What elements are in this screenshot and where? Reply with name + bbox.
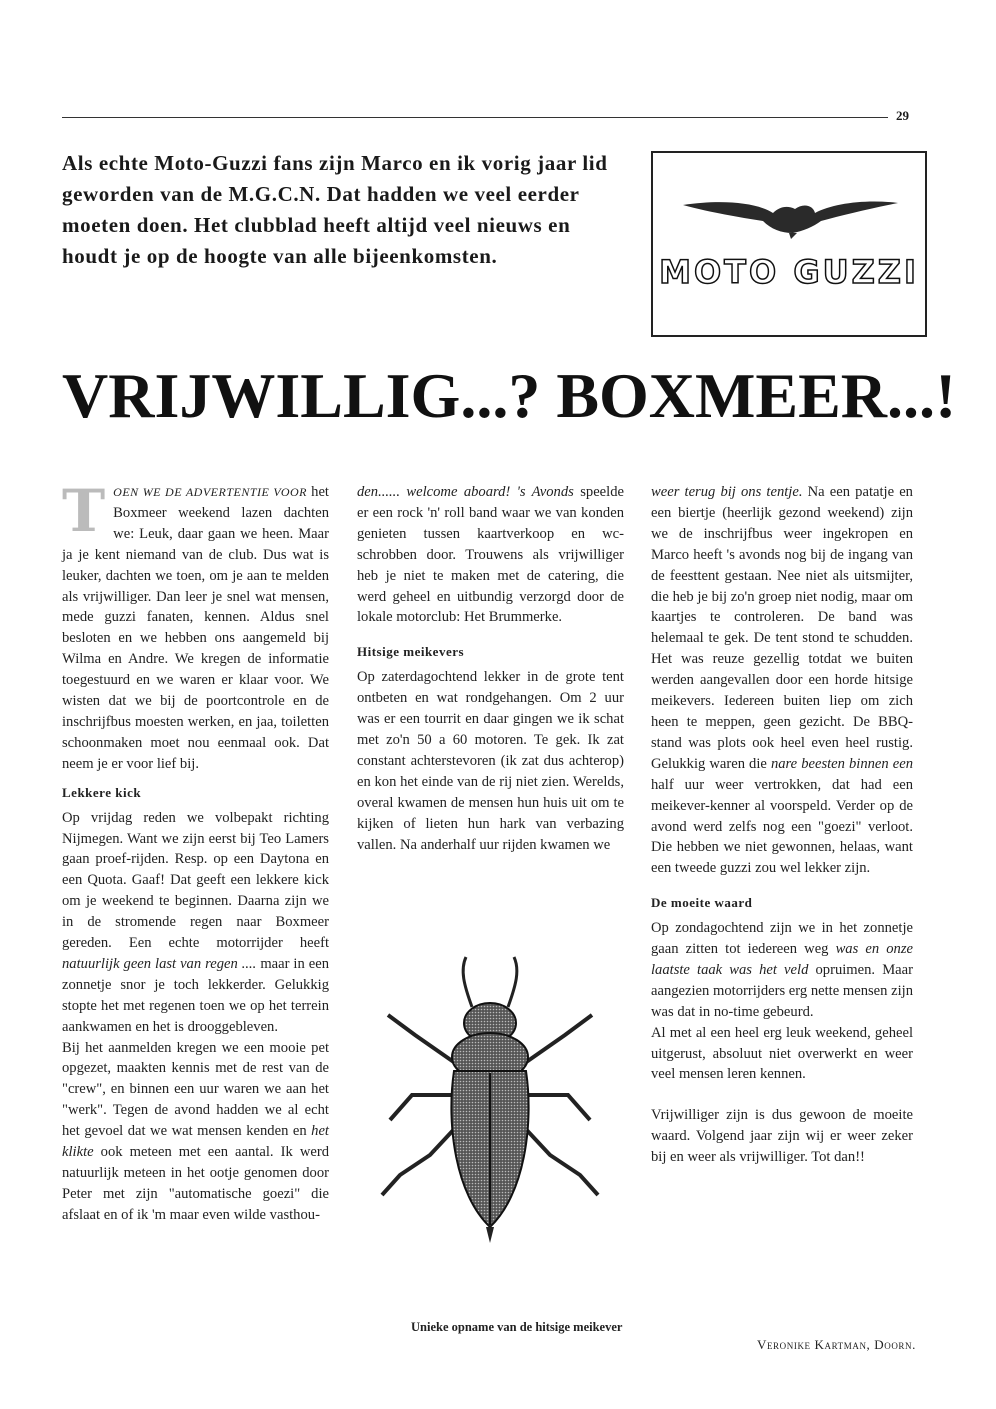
moto-guzzi-logo — [651, 151, 927, 337]
italic-span: was en onze laatste taak was het veld — [651, 941, 913, 978]
col1-paragraph-2 — [62, 808, 329, 1038]
image-caption: Unieke opname van de hitsige meikever — [411, 1320, 623, 1334]
beetle-illustration — [360, 945, 620, 1255]
intro-paragraph: Als echte Moto-Guzzi fans zijn Marco en ik vorig jaar lid geworden van de M.G.C.N. Dat hadden we veel eerder moeten doen. Het clubblad heeft altijd veel nieuws en houdt je op de hoogte van alle bijeenkomsten. — [62, 151, 608, 268]
subheading-de-moeite-waard: De moeite waard — [651, 895, 753, 911]
italic-span: het klikte — [62, 1123, 329, 1161]
col1-paragraph-1: het Boxmeer weekend lazen dachten we: Leuk, daar gaan we heen. Maar ja je kent niemand van de club. Dus wat is leuker, dachten we toen, om je aan te melden als vrijwilliger. Dan leer je snel wat mensen, mede guzzi fanaten, kennen. Aldus snel besloten en we hebben ons aangemeld bij Wilma en Andre. We kregen de informatie toegestuurd en we waren er klaar voor. We wisten dat we bij de poortcontrole en de inschrijfbus moesten werken, en jaa, toiletten schoonmaken moet nou eenmaal ook. Dat neem je er voor lief bij. — [62, 484, 329, 772]
drop-cap: T — [62, 477, 106, 545]
header-rule — [62, 117, 888, 118]
text-span: speelde er een rock 'n' roll band waar we van konden genieten tussen kaartverkoop en wc-schrobben door. Trouwens als vrijwilliger heb je niet te maken met de catering, die werd geheel en uitbundig verzorgd door de lokale motorclub: Het Brummerke. — [357, 484, 624, 626]
article-column-3 — [651, 482, 913, 1168]
col2-paragraph-1 — [357, 482, 624, 628]
col3-paragraph-2 — [651, 918, 913, 1023]
text-span: half uur weer vertrokken, dat had een meikever-kenner al voorspeld. Verder op de avond werd zelfs nog een "goezi" verloot. Die hebben we niet gewonnen, helaas, want een tweede guzzi zou wel lekker zijn. — [651, 776, 913, 877]
text-span: maar in een zonnetje snor je toch lekkerder. Gelukkig stopte het met regenen toen we op het terrein aankwamen en het is drooggebleven. — [62, 955, 329, 1035]
italic-span: den...... welcome aboard! 's Avonds — [357, 484, 574, 500]
text-span: ook meteen met een aantal. Ik werd natuurlijk meteen in het ootje genomen door Peter met zijn "automatische goezi" die afslaat en of ik 'm maar even wilde vasthou- — [62, 1144, 329, 1223]
col3-paragraph-1 — [651, 482, 913, 879]
text-span: opruimen. Maar aangezien motorrijders erg nette mensen zijn was dat in no-time gebeurd. — [651, 961, 913, 1020]
col2-paragraph-2: Op zaterdagochtend lekker in de grote tent ontbeten en wat rondgehangen. Om 2 uur was er een tourrit en daar gingen we ik schat met zo'n 50 a 60 motoren. Te gek. Ik zat constant achterstevoren (ik zat dus achterop) en kon het einde van de rij niet zien. Werelds, overal kwamen de mensen hun huis uit om te kijken of lieten hun hark van verbazing vallen. Na anderhalf uur rijden kwamen we — [357, 669, 624, 853]
italic-span: natuurlijk geen last van regen .... — [62, 955, 257, 972]
author-signature: Veronike Kartman, Doorn. — [756, 1337, 916, 1352]
text-span: Op vrijdag reden we volbepakt richting Nijmegen. Want we zijn eerst bij Teo Lamers gaan proef-rijden. Resp. op een Daytona en een Quota. Gaaf! Dat geeft een lekkere kick om je weekend te beginnen. Daarna zijn we in de stromende regen naar Boxmeer gereden. Een echte motorrijder heeft — [62, 809, 329, 952]
lead-in: OEN WE DE ADVERTENTIE VOOR — [113, 485, 307, 499]
subheading-lekkere-kick: Lekkere kick — [62, 784, 142, 800]
text-span: Op zondagochtend zijn we in het zonnetje gaan zitten tot iedereen weg — [651, 920, 913, 958]
text-span: Na een patatje en een biertje (heerlijk gezond weekend) zijn we de inschrijfbus weer ingekropen en Marco heeft 's avonds nog bij de ingang van de feesttent gestaan. Nee niet als uitsmijter, die heb je bij zo'n groep niet nodig, maar om kaartjes te controleren. De band was helemaal te gek. De tent stond te schudden. Het was reuze gezellig totdat we buiten werden aangevallen door een horde hitsige meikevers. Iedereen buiten liep om zich heen te meppen, geen gezicht. De BBQ-stand was plots ook heel even heel rustig. Gelukkig waren die — [651, 484, 913, 772]
italic-span: nare beesten binnen een — [770, 755, 914, 772]
logo-text: MOTO GUZZI — [659, 253, 919, 291]
text-span: Bij het aanmelden kregen we een mooie pet opgezet, maakten kennis met de rest van de "crew", en binnen een uur waren we aan het "werk". Tegen de avond hadden we al echt het gevoel dat we wat mensen kenden en — [62, 1039, 329, 1140]
eagle-icon — [653, 191, 925, 241]
subheading-hitsige-meikevers: Hitsige meikevers — [357, 644, 465, 660]
article-column-1 — [62, 477, 329, 1226]
italic-span: weer terug bij ons tentje. — [651, 484, 803, 500]
col3-paragraph-3: Al met al een heel erg leuk weekend, geheel uitgerust, absoluut niet overwerkt en weer veel mensen leren kennen. — [651, 1024, 913, 1083]
lead-paragraph — [62, 477, 329, 775]
col1-paragraph-3 — [62, 1038, 329, 1226]
headline: VRIJWILLIG...? BOXMEER...! — [62, 360, 957, 431]
col3-paragraph-4: Vrijwilliger zijn is dus gewoon de moeite waard. Volgend jaar zijn wij er weer zeker bij en weer als vrijwilliger. Tot dan!! — [651, 1107, 913, 1166]
page-number: 29 — [896, 108, 909, 123]
article-column-2 — [357, 482, 624, 855]
